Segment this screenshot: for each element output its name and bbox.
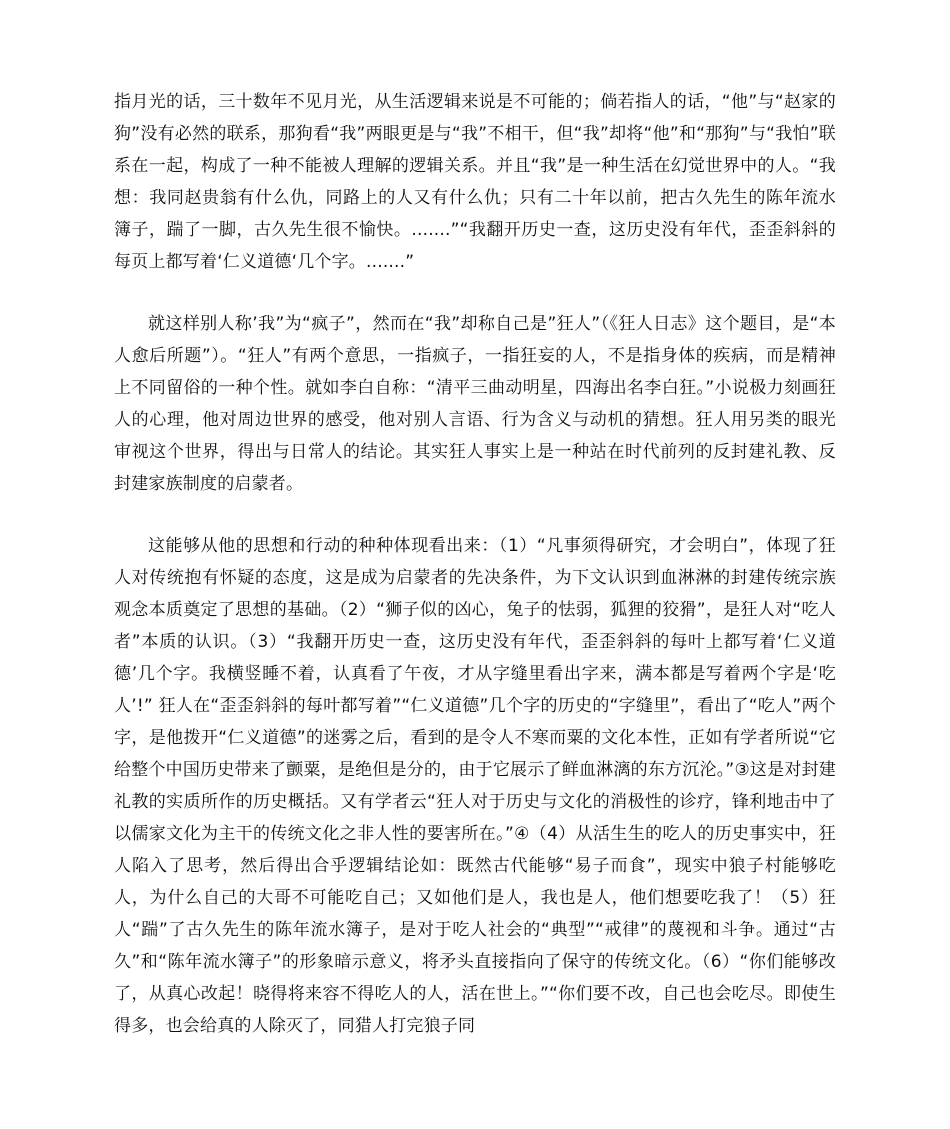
document-page (114, 86, 836, 1042)
paragraph-spacer (114, 500, 836, 530)
paragraph-1: 指月光的话，三十数年不见月光，从生活逻辑来说是不可能的；倘若指人的话，“他”与“赵家的狗”没有必然的联系，那狗看“我”两眼更是与“我”不相干，但“我”却将“他”和“那狗”与“我怕”联系在一起，构成了一种不能被人理解的逻辑关系。并且“我”是一种生活在幻觉世界中的人。“我想：我同赵贵翁有什么仇，同路上的人又有什么仇；只有二十年以前，把古久先生的陈年流水簿子，踹了一脚，古久先生很不愉快。.......”“我翻开历史一查，这历史没有年代，歪歪斜斜的每页上都写着‘仁义道德‘几个字。.......” (114, 92, 836, 272)
paragraph-3: 这能够从他的思想和行动的种种体现看出来：（1）“凡事须得研究，才会明白”，体现了狂人对传统抱有怀疑的态度，这是成为启蒙者的先决条件，为下文认识到血淋淋的封建传统宗族观念本质奠定了思想的基础。（2）“狮子似的凶心，兔子的怯弱，狐狸的狡猾”，是狂人对“吃人者”本质的认识。（3）“我翻开历史一查，这历史没有年代，歪歪斜斜的每叶上都写着‘仁义道德’几个字。我横竖睡不着，认真看了午夜，才从字缝里看出字来，满本都是写着两个字是‘吃人’!” 狂人在“歪歪斜斜的每叶都写着”“仁义道德”几个字的历史的“字缝里”，看出了“吃人”两个字，是他拨开“仁义道德”的迷雾之后，看到的是令人不寒而粟的文化本性，正如有学者所说“它给整个中国历史带来了颤粟，是绝但是分的，由于它展示了鲜血淋漓的东方沉沦。”③这是对封建礼教的实质所作的历史概括。又有学者云“狂人对于历史与文化的消极性的诊疗，锋利地击中了以儒家文化为主干的传统文化之非人性的要害所在。”④（4）从活生生的吃人的历史事实中，狂人陷入了思考，然后得出合乎逻辑结论如：既然古代能够“易子而食”，现实中狼子村能够吃人，为什么自己的大哥不可能吃自己；又如他们是人，我也是人，他们想要吃我了！（5）狂人“踹”了古久先生的陈年流水簿子，是对于吃人社会的“典型”“戒律”的蔑视和斗争。通过“古久”和“陈年流水簿子”的形象暗示意义，将矛头直接指向了保守的传统文化。（6）“你们能够改了，从真心改起！晓得将来容不得吃人的人，活在世上。”“你们要不改，自己也会吃尽。即使生得多，也会给真的人除灭了，同猎人打完狼子同 (114, 536, 836, 1036)
paragraph-2: 就这样别人称’我”为“疯子”，然而在“我”却称自己是”狂人”（《狂人日志》这个题目，是“本人愈后所题”）。“狂人”有两个意思，一指疯子，一指狂妄的人，不是指身体的疾病，而是精神上不同留俗的一种个性。就如李白自称：“清平三曲动明星，四海出名李白狂。”小说极力刻画狂人的心理，他对周边世界的感受，他对别人言语、行为含义与动机的猜想。狂人用另类的眼光审视这个世界，得出与日常人的结论。其实狂人事实上是一种站在时代前列的反封建礼教、反封建家族制度的启蒙者。 (114, 314, 836, 494)
paragraph-spacer (114, 278, 836, 308)
